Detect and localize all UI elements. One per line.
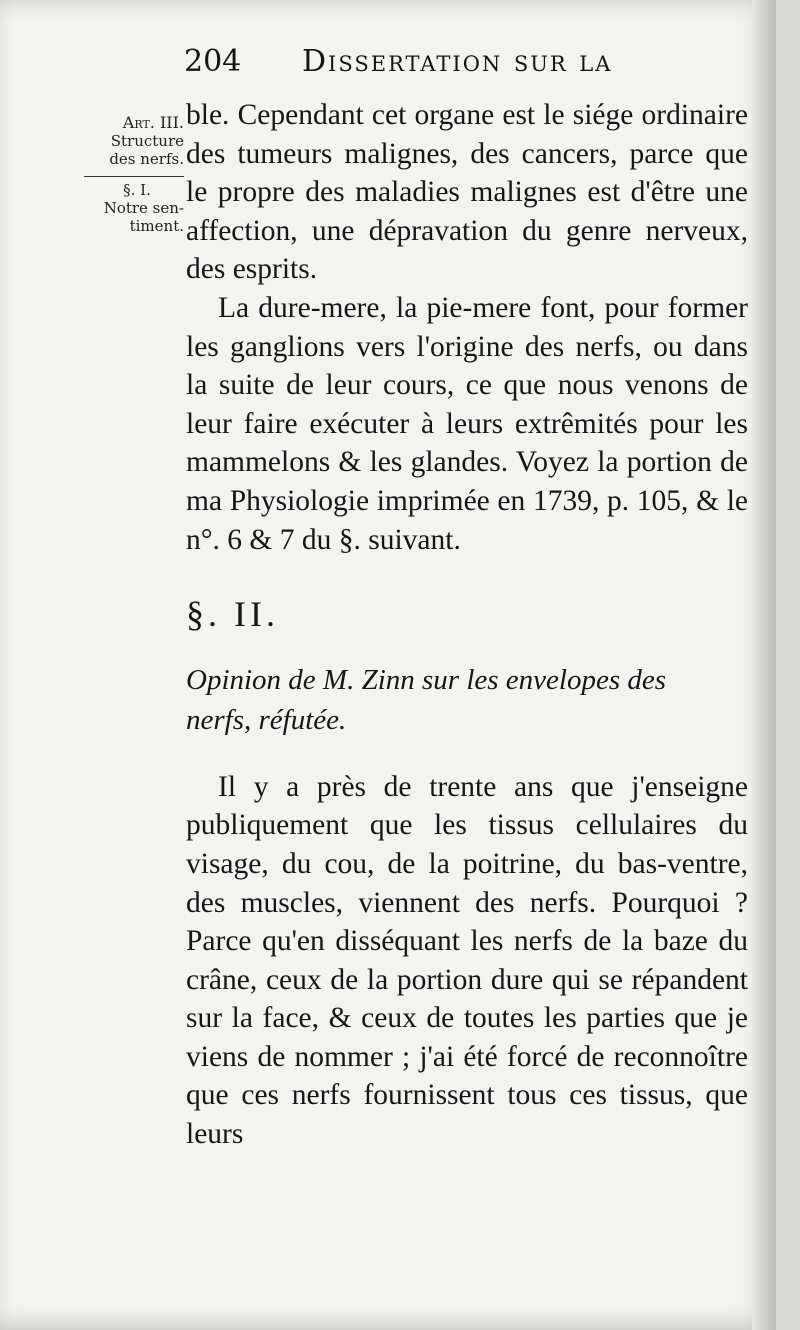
section-title-line1: Opinion de M. Zinn sur les envelopes des: [186, 663, 667, 696]
section-title-line2: nerfs, réfutée.: [186, 703, 347, 736]
margin-article-line2: des nerfs.: [109, 150, 184, 168]
paragraph-1: ble. Cependant cet organe est le siége ordinaire des tumeurs malignes, des cancers, parce que le propre des maladies malignes est d'être une affection, une dépravation du genre nerveux, des esprits.: [186, 99, 748, 286]
paragraph-2: La dure-mere, la pie-mere font, pour former les ganglions vers l'origine des nerfs, ou dans la suite de leur cours, ce que nous venons de leur faire exécuter à leurs extrêmités pour les mammelons & les glandes. Voyez la portion de ma Physiologie imprimée en 1739, p. 105, & le n°. 6 & 7 du §. suivant.: [186, 291, 748, 556]
section-title: [186, 660, 748, 740]
page-header: [180, 44, 680, 88]
margin-notes: [60, 114, 184, 235]
paragraph-3: Il y a près de trente ans que j'enseigne publiquement que les tissus cellulaires du visage, du cou, de la poitrine, du bas-ventre, des muscles, viennent des nerfs. Pourquoi ? Parce qu'en disséquant les nerfs de la baze du crâne, ceux de la portion dure qui se répandent sur la face, & ceux de toutes les parties que je viens de nommer ; j'ai été forcé de reconnoître que ces nerfs fournissent tous ces tissus, que leurs: [186, 770, 748, 1151]
running-title: Dissertation sur la: [302, 44, 613, 79]
margin-section-line2: timent.: [129, 217, 184, 235]
margin-rule: [84, 176, 184, 177]
section-heading: §. II.: [186, 594, 279, 635]
margin-article: Art. III.: [122, 113, 184, 132]
page-body: [186, 96, 748, 1154]
margin-section-line1: Notre sen-: [103, 199, 184, 217]
page-edge-shadow: [752, 0, 776, 1330]
margin-article-line1: Structure: [110, 132, 184, 150]
page-number: 204: [184, 44, 242, 79]
margin-section: §. I.: [123, 181, 151, 199]
